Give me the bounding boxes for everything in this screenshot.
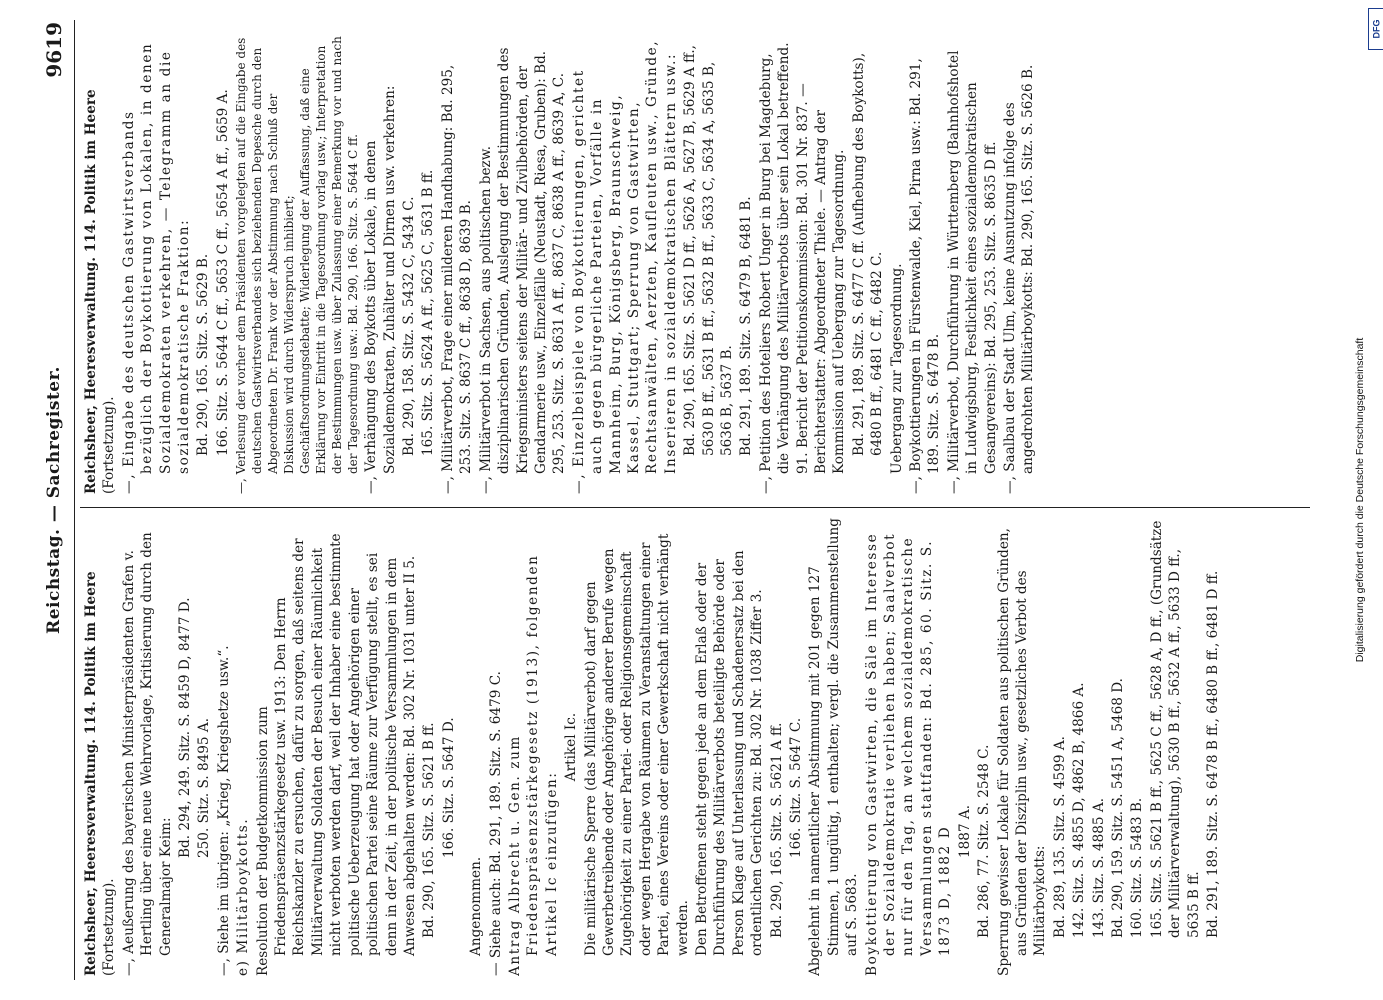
index-entry: —, Militärverbot, Frage einer milderen Handhabung: Bd. 295, 253. Sitz. S. 8637 C ff., 8638 D, 8639 B. [439,64,475,494]
index-ref: Bd. 290, 165. Sitz. S. 5629 B. [195,253,212,456]
index-ref: Bd. 290, 165. Sitz. S. 5621 D ff., 5626 A, 5627 B, 5629 A ff., 5630 B ff., 5631 B ff., 5632 B ff., 5633 C, 5634 A, 5635 B, 5636 B, 5637 B. [682,45,735,456]
running-head-title: Reichstag. — Sachregister. [44,366,64,634]
index-ref: Bd. 290, 165. Sitz. S. 5621 B ff. [421,722,438,938]
header-rule [74,20,75,980]
index-ref: Bd. 290, 159. Sitz. S. 5451 A, 5468 D. [1109,678,1126,938]
index-ref: 143. Sitz. S. 4885 A. [1090,797,1107,938]
index-ref: Bd. 291, 189. Sitz. S. 6479 B, 6481 B. [738,196,755,456]
index-ref: 166. Sitz. S. 5647 C. [788,717,805,858]
index-ref: Bd. 289, 135. Sitz. S. 4599 A. [1051,736,1068,938]
right-heading-text: Reichsheer, Heeresverwaltung. 114. Politik im Heere [83,89,99,494]
index-entry: —, Saalbau der Stadt Ulm, keine Ausnutzung infolge des angedrohten Militärboykotts: Bd. 290, 165. Sitz. S. 5626 B. [1002,64,1037,494]
right-column [82,36,1312,494]
index-ref: 160. Sitz. S. 5483 B. [1129,797,1146,938]
article-text: Den Betroffenen steht gegen jede an dem Erlaß oder der Durchführung des Militärverbots beteiligte Behörde oder Person Klage auf Unterlassung und Schadenersatz bei den ordentlichen Gerichten zu: Bd. 302 Nr. 1038 Ziffer 3. [694,550,766,956]
dfg-logo-text: DFG [1371,19,1381,39]
dfg-logo [1368,8,1383,50]
index-ref: 166. Sitz. S. 5647 D. [440,717,457,858]
column-divider [80,507,1310,508]
index-entry: —, Einzelbeispiele von Boykottierungen, gerichtet auch gegen bürgerliche Parteien, Vorfälle in Mannheim, Burg, Königsberg, Braunschweig, Kassel, Stuttgart; Sperrung von Gastwirten, Rechtsanwälten, Aerzten, Kaufleuten usw., Gründe, Inserieren in sozialdemokratischen Blättern usw.: [570,39,679,494]
right-heading-cont: (Fortsetzung). [101,396,118,494]
index-entry: —, Militärverbot in Sachsen, aus politischen bezw. disziplinarischen Gründen, Auslegung der Bestimmungen des Kriegsministers seitens der Militär- und Zivilbehörden, der Gendarmerie usw., Einzelfälle (Neustadt, Riesa, Gruben): Bd. 295, 253. Sitz. S. 8631 A ff., 8637 C, 8638 A ff., 8639 A, C. [477,47,568,494]
left-heading-text: Reichsheer, Heeresverwaltung. 114. Politik im Heere [83,571,99,976]
document-page [40,20,1320,980]
index-ref: Bd. 290, 165. Sitz. S. 5621 A ff. [768,722,785,938]
article-heading: Artikel Ic. [563,712,580,782]
index-entry: —, Boykottierungen in Fürstenwalde, Kiel, Pirna usw.: Bd. 291, 189. Sitz. S. 6478 B. [908,58,943,494]
page-number: 9619 [42,22,66,78]
index-entry: —, Verlesung der vorher dem Präsidenten vorgelegten auf die Eingabe des deutschen Gastwirtsverbandes sich beziehenden Depesche durch den Abgeordneten Dr. Frank vor der Abstimmung nach Schluß der Diskussion wird durch Widerspruch inhibiert; Geschäftsordnungsdebatte; Widerlegung der Auffassung, daß eine Erklärung vor Eintritt in die Tagesordnung vorlag usw.; Interpretation der Bestimmungen usw. über Zulassung einer Bemerkung vor und nach der Tagesordnung usw.: Bd. 290, 166. Sitz. S. 5644 C ff. [234,36,361,494]
index-ref: 166. Sitz. S. 5644 C ff., 5653 C ff., 5654 A ff., 5659 A. [214,89,231,456]
index-entry: Boykottierung von Gastwirten, die Säle im Interesse der Sozialdemokratie verliehen haben; Saalverbot nur für den Tag, an welchem sozialdemokratische Versammlungen stattfanden: Bd. 285, 60. Sitz. S. 1873 D, 1882 D [863,532,954,976]
index-entry: —, Eingabe des deutschen Gastwirtsverbands bezüglich der Boykottierung von Lokalen, in denen Sozialdemokraten verkehren, — Telegramm an die sozialdemokratische Fraktion: [120,42,193,494]
index-ref: Bd. 286, 77. Sitz. S. 2548 C. [976,744,993,938]
left-heading-cont: (Fortsetzung). [101,878,118,976]
index-entry: —, Militärverbot, Durchführung in Württemberg (Bahnhofshotel in Ludwigsburg, Festlichkeit eines sozialdemokratischen Gesangvereins): Bd. 295, 253. Sitz. S. 8635 D ff. [945,50,999,494]
index-note: Uebergang zur Tagesordnung. [888,263,905,474]
index-entry: —, Verhängung des Boykotts über Lokale, in denen Sozialdemokraten, Zuhälter und Dirnen usw. verkehren: [363,85,398,494]
spacer [459,518,467,976]
index-entry: —, Siehe im übrigen: „Krieg, Kriegshetze usw.“. [215,645,232,976]
index-entry: Sperrung gewisser Lokale für Soldaten aus politischen Gründen, aus Gründen der Disziplin usw., gesetzliches Verbot des Militärboykotts: [995,528,1049,976]
index-note: Abgelehnt in namentlicher Abstimmung mit 201 gegen 127 Stimmen, 1 ungültig, 1 enthalten; vergl. die Zusammenstellung auf S. 5683. [807,518,861,976]
right-column-heading [82,36,119,494]
index-ref: 165. Sitz. S. 5621 B ff., 5625 C ff., 5628 A, D ff., (Grundsätze der Militärverwaltung), 5630 B ff., 5632 A ff., 5633 D ff., 5635 B ff. [1148,520,1202,938]
left-column-heading [82,518,119,976]
index-ref: Bd. 290, 158. Sitz. S. 5432 C, 5434 C. [401,196,418,456]
index-entry: —, Aeußerung des bayerischen Ministerpräsidenten Grafen v. Hertling über eine neue Wehrvorlage, Kritisierung durch den Generalmajor Keim: [120,532,174,976]
index-entry: Antrag Albrecht u. Gen. zum Friedenspräsenzstärkegesetz (1913), folgenden Artikel Ic einzufügen: [506,554,560,976]
index-ref: 1887 A. [956,804,973,858]
section-heading: e) Militärboykotts. [235,817,252,976]
index-ref: Bd. 294, 249. Sitz. S. 8459 D, 8477 D. [177,597,194,858]
running-head [40,20,76,980]
index-note: Angenommen. [468,856,485,956]
index-ref: 142. Sitz. S. 4855 D, 4862 B, 4866 A. [1071,682,1088,938]
index-ref: 165. Sitz. S. 5624 A ff., 5625 C, 5631 B ff. [420,169,437,456]
left-column [82,518,1312,976]
index-entry: Resolution der Budgetkommission zum Friedenspräsenzstärkegesetz usw. 1913: Den Herrn Reichskanzler zu ersuchen, dafür zu sorgen, daß seitens der Militärverwaltung Soldaten der Besuch einer Räumlichkeit nicht verboten werden darf, weil der Inhaber eine bestimmte politische Ueberzeugung hat oder Angehörigen einer politischen Partei seine Räume zur Verfügung stellt, es sei denn in der Zeit, in der politische Versammlungen in dem Anwesen abgehalten werden: Bd. 302 Nr. 1031 unter II 5. [254,533,418,976]
index-ref: Bd. 291, 189. Sitz. S. 6478 B ff., 6480 B ff., 6481 D ff. [1204,570,1221,938]
index-ref: Bd. 291, 189. Sitz. S. 6477 C ff. (Aufhebung des Boykotts), 6480 B ff., 6481 C ff., 6482 C. [850,52,886,456]
digitization-note: Digitalisierung gefördert durch die Deutsche Forschungsgemeinschaft [1354,337,1366,663]
index-entry: — Siehe auch: Bd. 291, 189. Sitz. S. 6479 C. [487,671,504,976]
index-ref: 250. Sitz. S. 8495 A. [196,717,213,858]
article-text: Die militärische Sperre (das Militärverbot) darf gegen Gewerbetreibende oder Angehörige anderer Berufe wegen Zugehörigkeit zu einer Partei- oder Religionsgemeinschaft oder wegen Hergabe von Räumen zu Veranstaltungen einer Partei, eines Vereins oder einer Gewerkschaft nicht verhängt werden. [582,533,691,956]
index-entry: —, Petition des Hoteliers Robert Unger in Burg bei Magdeburg, die Verhängung des Militärverbots über sein Lokal betreffend. 91. Bericht der Petitionskommission: Bd. 301 Nr. 837. — Berichterstatter: Abgeordneter Thiele. — Antrag der Kommission auf Uebergang zur Tagesordnung. [757,42,848,494]
